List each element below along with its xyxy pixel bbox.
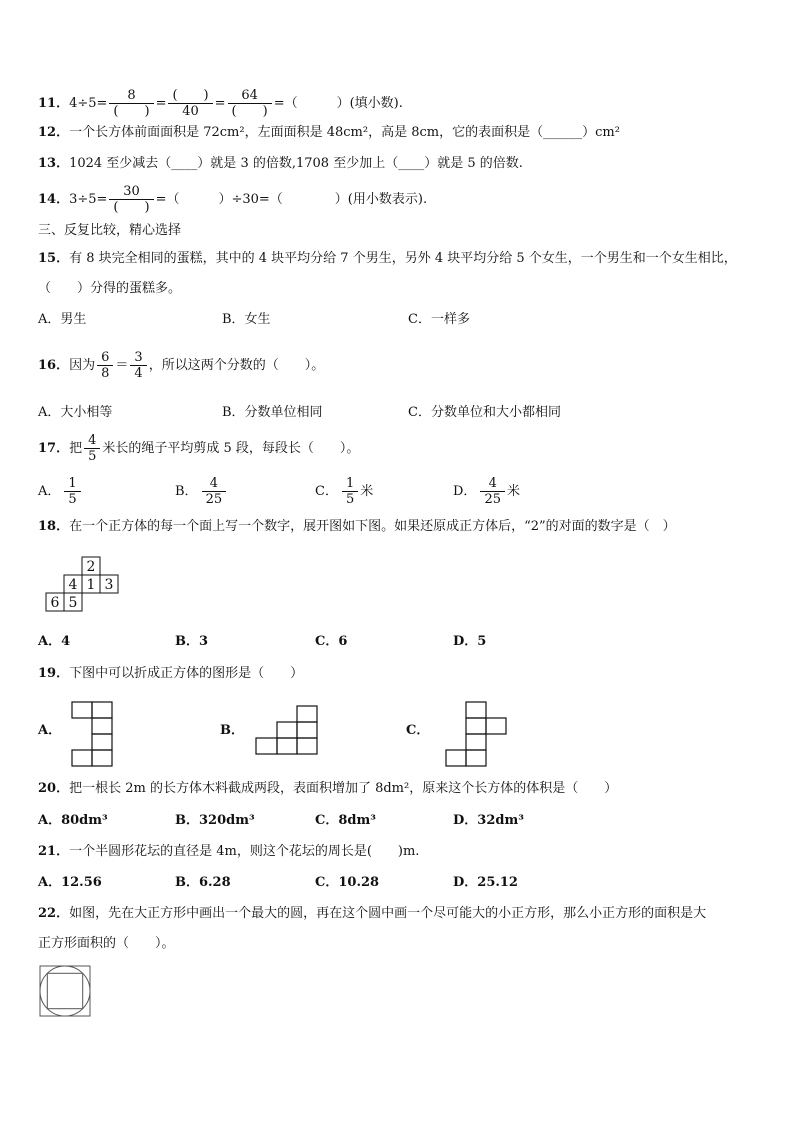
fraction: $\frac{64}{( )}$ <box>228 88 272 119</box>
net-number: 2 <box>86 559 96 575</box>
q19-figure-c[interactable] <box>442 700 512 768</box>
question-text: 一个长方体前面面积是 72cm²，左面面积是 48cm²，高是 8cm，它的表面积是（______）cm² <box>69 125 620 140</box>
option-c[interactable]: C．一样多 <box>408 312 470 327</box>
option-b[interactable]: B．320dm³ <box>175 813 255 828</box>
net-number: 4 <box>68 577 78 593</box>
question-text: 有 8 块完全相同的蛋糕，其中的 4 块平均分给 7 个男生，另外 4 块平均分给 5 个女生，一个男生和一个女生相比， <box>69 251 737 266</box>
net-cell <box>92 734 112 750</box>
question-16: 16．因为 $\frac{6}{8}$ ＝ $\frac{3}{4}$ ，所以这两个分数的（ ）。 <box>38 350 325 381</box>
net-cell <box>446 750 466 766</box>
question-number: 20． <box>38 781 70 796</box>
net-cell <box>72 750 92 766</box>
option-b[interactable]: B．分数单位相同 <box>222 405 323 420</box>
question-number: 21． <box>38 844 70 859</box>
option-d[interactable]: D．25.12 <box>453 875 518 890</box>
net-cell <box>277 722 297 738</box>
option-a[interactable]: A．4 <box>38 634 71 649</box>
option-c[interactable]: C．6 <box>315 634 348 649</box>
cube-net-figure <box>42 556 124 614</box>
q19-option-b-label[interactable]: B． <box>220 723 244 738</box>
net-cell <box>486 718 506 734</box>
question-number: 15． <box>38 251 70 266</box>
question-20 <box>38 780 617 798</box>
net-cell <box>256 738 277 754</box>
fraction: $\frac{6}{8}$ <box>97 350 113 381</box>
option-d[interactable]: D．32dm³ <box>453 813 524 828</box>
question-number: 12． <box>38 125 70 140</box>
q19-option-a-label[interactable]: A． <box>38 723 62 738</box>
question-17: 17．把 $\frac{4}{5}$ 米长的绳子平均剪成 5 段，每段长（ ）。 <box>38 433 360 464</box>
question-number: 13． <box>38 156 70 171</box>
net-cell <box>72 702 92 718</box>
question-19 <box>38 665 303 683</box>
question-number: 22． <box>38 906 70 921</box>
question-14: 14．3÷5= $\frac{30}{( )}$ =（ ）÷30=（ ）(用小数表示). <box>38 184 428 215</box>
question-22-line2: 正方形面积的（ ）。 <box>38 936 175 951</box>
option-b[interactable]: B．6.28 <box>175 875 231 890</box>
q19-option-c-label[interactable]: C． <box>406 723 430 738</box>
question-text: 如图，先在大正方形中画出一个最大的圆，再在这个圆中画一个尽可能大的小正方形，那么小正方形的面积是大 <box>69 906 707 921</box>
fraction: $\frac{( )}{40}$ <box>168 88 212 119</box>
question-text: 下图中可以折成正方体的图形是（ ） <box>69 666 304 681</box>
option-c[interactable]: C． $\frac{1}{5}$ 米 <box>315 476 374 507</box>
option-b[interactable]: B． $\frac{4}{25}$ <box>175 476 228 507</box>
q19-figure-b[interactable] <box>252 704 322 756</box>
question-15 <box>38 250 737 268</box>
net-number: 5 <box>68 595 78 611</box>
option-a[interactable]: A．12.56 <box>38 875 102 890</box>
net-cell <box>277 738 297 754</box>
net-number: 1 <box>86 577 96 593</box>
question-22 <box>38 905 706 923</box>
option-d[interactable]: D．5 <box>453 634 487 649</box>
option-a[interactable]: A．大小相等 <box>38 405 113 420</box>
option-b[interactable]: B．3 <box>175 634 209 649</box>
net-number: 3 <box>104 577 114 593</box>
net-cell <box>466 702 486 718</box>
fraction: $\frac{8}{( )}$ <box>109 88 153 119</box>
q19-figure-a[interactable] <box>68 700 116 770</box>
circle-in-square-figure <box>38 964 92 1018</box>
fraction: $\frac{4}{5}$ <box>84 433 100 464</box>
option-a[interactable]: A．男生 <box>38 312 87 327</box>
question-text: 一个半圆形花坛的直径是 4m，则这个花坛的周长是( )m. <box>69 844 420 859</box>
question-11: 11．4÷5= $\frac{8}{( )}$ = $\frac{( )}{40}$ = $\frac{64}{( )}$ =（ ）(填小数). <box>38 88 403 119</box>
question-15-line2: （ ）分得的蛋糕多。 <box>38 281 182 296</box>
option-b[interactable]: B．女生 <box>222 312 271 327</box>
question-text: 把一根长 2m 的长方体木料截成两段，表面积增加了 8dm²，原来这个长方体的体积是（ ） <box>69 781 618 796</box>
question-number: 16． <box>38 358 70 373</box>
question-number: 11． <box>38 96 70 111</box>
question-number: 18． <box>38 519 70 534</box>
net-cell <box>92 718 112 734</box>
option-d[interactable]: D． $\frac{4}{25}$ 米 <box>453 476 520 507</box>
net-number: 6 <box>50 595 60 611</box>
question-18 <box>38 518 676 536</box>
question-number: 19． <box>38 666 70 681</box>
fraction: $\frac{3}{4}$ <box>130 350 146 381</box>
net-cell <box>297 738 317 754</box>
net-cell <box>92 750 112 766</box>
question-12 <box>38 124 620 142</box>
net-cell <box>297 722 317 738</box>
net-cell <box>466 750 486 766</box>
question-13 <box>38 155 523 173</box>
net-cell <box>297 706 317 722</box>
net-cell <box>92 702 112 718</box>
section-heading: 三、反复比较，精心选择 <box>38 223 182 238</box>
fraction: $\frac{30}{( )}$ <box>109 184 153 215</box>
small-square <box>47 973 82 1008</box>
net-cell <box>466 718 486 734</box>
question-21 <box>38 843 419 861</box>
option-c[interactable]: C．8dm³ <box>315 813 376 828</box>
question-number: 14． <box>38 192 70 207</box>
option-a[interactable]: A．80dm³ <box>38 813 108 828</box>
option-c[interactable]: C．10.28 <box>315 875 380 890</box>
question-text: 1024 至少减去（____）就是 3 的倍数,1708 至少加上（____）就是 5 的倍数. <box>69 156 523 171</box>
option-c[interactable]: C．分数单位和大小都相同 <box>408 405 561 420</box>
net-cell <box>466 734 486 750</box>
question-text: 在一个正方体的每一个面上写一个数字，展开图如下图。如果还原成正方体后，“2”的对面的数字是（ ） <box>69 519 676 534</box>
question-number: 17． <box>38 441 70 456</box>
option-a[interactable]: A． $\frac{1}{5}$ <box>38 476 83 507</box>
